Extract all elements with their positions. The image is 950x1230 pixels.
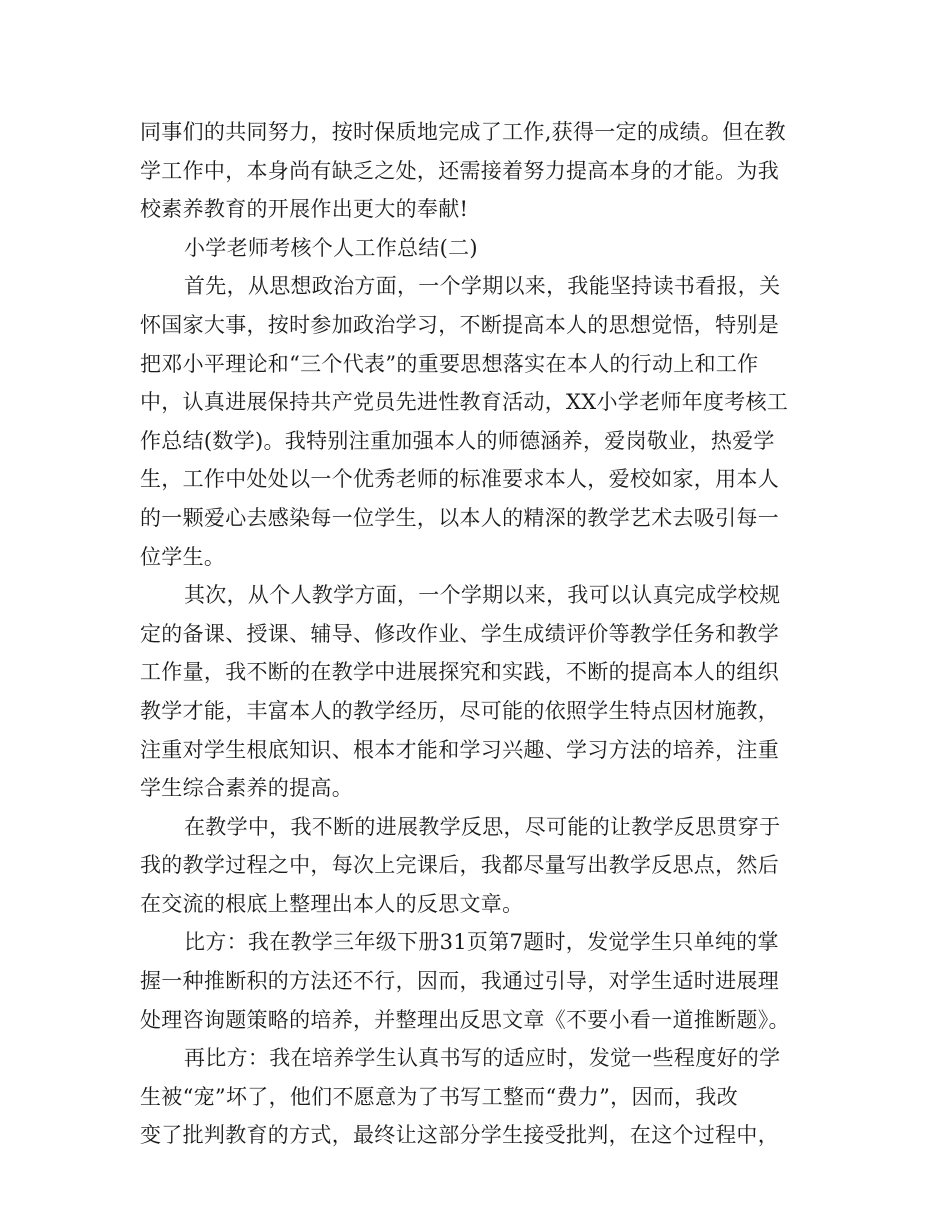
text-line: 首先，从思想政治方面，一个学期以来，我能坚持读书看报，关 <box>184 274 781 299</box>
text-line: 定的备课、授课、辅导、修改作业、学生成绩评价等教学任务和教学 <box>140 621 779 646</box>
text-line: 在交流的根底上整理出本人的反思文章。 <box>140 891 524 916</box>
text-line: 生，工作中处处以一个优秀老师的标准要求本人，爱校如家，用本人 <box>140 467 779 492</box>
text-line: 比方：我在教学三年级下册31页第7题时，发觉学生只单纯的掌 <box>184 930 779 955</box>
text-line: 位学生。 <box>140 544 226 569</box>
text-line: 作总结(数学)。我特别注重加强本人的师德涵养，爱岗敬业，热爱学 <box>140 428 775 453</box>
text-line: 变了批判教育的方式，最终让这部分学生接受批判，在这个过程中， <box>140 1123 779 1148</box>
text-line: 我的教学过程之中，每次上完课后，我都尽量写出教学反思点，然后 <box>140 853 779 878</box>
text-line: 学工作中，本身尚有缺乏之处，还需接着努力提高本身的才能。为我 <box>140 158 779 183</box>
text-line: 教学才能，丰富本人的教学经历，尽可能的依照学生特点因材施教， <box>140 698 779 723</box>
text-line: 处理咨询题策略的培养，并整理出反思文章《不要小看一道推断题》。 <box>140 1007 790 1032</box>
text-line: 学生综合素养的提高。 <box>140 776 353 801</box>
text-line: 工作量，我不断的在教学中进展探究和实践，不断的提高本人的组织 <box>140 660 779 685</box>
section-title: 小学老师考核个人工作总结(二) <box>184 235 478 260</box>
text-line: 中，认真进展保持共产党员先进性教育活动，XX小学老师年度考核工 <box>140 390 789 415</box>
text-line: 的一颗爱心去感染每一位学生，以本人的精深的教学艺术去吸引每一 <box>140 505 779 530</box>
text-line: 校素养教育的开展作出更大的奉献! <box>140 197 469 222</box>
text-line: 把邓小平理论和“三个代表”的重要思想落实在本人的行动上和工作 <box>140 351 759 376</box>
text-line: 在教学中，我不断的进展教学反思，尽可能的让教学反思贯穿于 <box>184 814 781 839</box>
text-line: 再比方：我在培养学生认真书写的适应时，发觉一些程度好的学 <box>184 1046 781 1071</box>
text-line: 怀国家大事，按时参加政治学习，不断提高本人的思想觉悟，特别是 <box>140 312 779 337</box>
text-line: 同事们的共同努力，按时保质地完成了工作,获得一定的成绩。但在教 <box>140 120 786 144</box>
text-line: 注重对学生根底知识、根本才能和学习兴趣、学习方法的培养，注重 <box>140 737 779 762</box>
document-body <box>140 113 820 1155</box>
text-line: 其次，从个人教学方面，一个学期以来，我可以认真完成学校规 <box>184 583 781 608</box>
text-line: 握一种推断积的方法还不行，因而，我通过引导，对学生适时进展理 <box>140 969 779 994</box>
text-line: 生被“宠”坏了，他们不愿意为了书写工整而“费力”，因而，我改 <box>140 1084 738 1109</box>
